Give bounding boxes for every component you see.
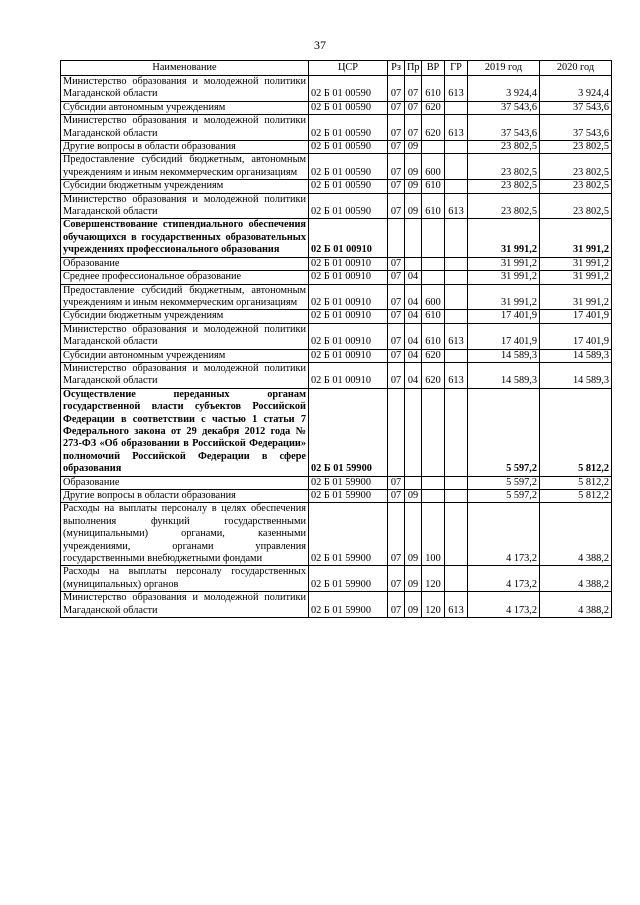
cell-vr [422, 141, 445, 154]
cell-2020: 14 589,3 [540, 362, 612, 388]
cell-rz: 07 [388, 193, 405, 219]
cell-name: Субсидии автономным учреждениям [61, 101, 309, 114]
table-row [61, 141, 612, 154]
cell-name: Министерство образования и молодежной политики Магаданской области [61, 592, 309, 618]
cell-vr [422, 388, 445, 476]
cell-gr [445, 180, 468, 193]
table-row [61, 101, 612, 114]
cell-2020: 23 802,5 [540, 154, 612, 180]
cell-rz: 07 [388, 271, 405, 284]
table-row [61, 503, 612, 566]
cell-2019: 5 597,2 [468, 476, 540, 489]
cell-gr: 613 [445, 76, 468, 102]
cell-2020: 3 924,4 [540, 76, 612, 102]
cell-2020: 23 802,5 [540, 180, 612, 193]
cell-2019: 23 802,5 [468, 141, 540, 154]
cell-name: Министерство образования и молодежной политики Магаданской области [61, 193, 309, 219]
cell-rz: 07 [388, 154, 405, 180]
cell-pr: 04 [405, 284, 422, 310]
cell-name: Министерство образования и молодежной политики Магаданской области [61, 362, 309, 388]
cell-rz [388, 388, 405, 476]
cell-rz: 07 [388, 180, 405, 193]
cell-rz: 07 [388, 115, 405, 141]
cell-2020: 5 812,2 [540, 490, 612, 503]
cell-csr: 02 Б 01 00910 [309, 349, 388, 362]
cell-gr [445, 219, 468, 257]
cell-rz [388, 219, 405, 257]
cell-pr: 09 [405, 503, 422, 566]
cell-vr: 100 [422, 503, 445, 566]
cell-vr: 610 [422, 323, 445, 349]
cell-pr: 07 [405, 115, 422, 141]
table-row [61, 349, 612, 362]
cell-gr [445, 101, 468, 114]
cell-csr: 02 Б 01 00910 [309, 219, 388, 257]
cell-csr: 02 Б 01 00910 [309, 284, 388, 310]
table-row [61, 566, 612, 592]
cell-vr: 610 [422, 180, 445, 193]
cell-gr [445, 141, 468, 154]
table-row [61, 476, 612, 489]
cell-name: Осуществление переданных органам государственной власти субъектов Российской Федерации в соответствии с частью 1 статьи 7 Федерального закона от 29 декабря 2012 года № 273-ФЗ «Об образовании в Российской Федерации» полномочий Российской Федерации в сфере образования [61, 388, 309, 476]
cell-csr: 02 Б 01 59900 [309, 490, 388, 503]
table-row [61, 76, 612, 102]
cell-2020: 5 812,2 [540, 388, 612, 476]
cell-pr [405, 388, 422, 476]
cell-csr: 02 Б 01 00590 [309, 101, 388, 114]
cell-gr [445, 503, 468, 566]
cell-name: Среднее профессиональное образование [61, 271, 309, 284]
cell-name: Расходы на выплаты персоналу государственных (муниципальных) органов [61, 566, 309, 592]
cell-vr: 620 [422, 101, 445, 114]
cell-2019: 31 991,2 [468, 219, 540, 257]
cell-2020: 37 543,6 [540, 101, 612, 114]
cell-rz: 07 [388, 476, 405, 489]
cell-2019: 31 991,2 [468, 257, 540, 270]
cell-vr: 120 [422, 592, 445, 618]
cell-vr: 610 [422, 76, 445, 102]
cell-rz: 07 [388, 490, 405, 503]
cell-2020: 31 991,2 [540, 284, 612, 310]
cell-vr [422, 271, 445, 284]
header-vr: ВР [422, 61, 445, 76]
budget-table [60, 60, 612, 618]
cell-vr: 120 [422, 566, 445, 592]
cell-vr [422, 257, 445, 270]
cell-gr [445, 257, 468, 270]
cell-2020: 17 401,9 [540, 323, 612, 349]
cell-csr: 02 Б 01 00590 [309, 193, 388, 219]
cell-csr: 02 Б 01 59900 [309, 388, 388, 476]
cell-pr: 09 [405, 141, 422, 154]
cell-2019: 37 543,6 [468, 115, 540, 141]
cell-rz: 07 [388, 310, 405, 323]
cell-2020: 4 388,2 [540, 503, 612, 566]
cell-csr: 02 Б 01 00590 [309, 115, 388, 141]
cell-rz: 07 [388, 592, 405, 618]
cell-2019: 5 597,2 [468, 490, 540, 503]
cell-csr: 02 Б 01 00590 [309, 141, 388, 154]
cell-csr: 02 Б 01 59900 [309, 476, 388, 489]
table-row [61, 362, 612, 388]
cell-2020: 37 543,6 [540, 115, 612, 141]
cell-pr: 04 [405, 323, 422, 349]
cell-2019: 5 597,2 [468, 388, 540, 476]
cell-gr [445, 284, 468, 310]
cell-name: Министерство образования и молодежной политики Магаданской области [61, 115, 309, 141]
cell-2019: 31 991,2 [468, 271, 540, 284]
table-header-row [61, 61, 612, 76]
cell-name: Министерство образования и молодежной политики Магаданской области [61, 323, 309, 349]
cell-csr: 02 Б 01 00590 [309, 180, 388, 193]
cell-gr [445, 349, 468, 362]
cell-pr [405, 257, 422, 270]
cell-name: Образование [61, 257, 309, 270]
table-row [61, 490, 612, 503]
header-2019: 2019 год [468, 61, 540, 76]
cell-gr [445, 271, 468, 284]
cell-name: Предоставление субсидий бюджетным, автономным учреждениям и иным некоммерческим организациям [61, 284, 309, 310]
cell-pr: 04 [405, 310, 422, 323]
table-row [61, 219, 612, 257]
cell-csr: 02 Б 01 00590 [309, 154, 388, 180]
cell-pr: 04 [405, 362, 422, 388]
cell-pr [405, 476, 422, 489]
cell-pr [405, 219, 422, 257]
cell-gr [445, 310, 468, 323]
table-row [61, 154, 612, 180]
table-row [61, 284, 612, 310]
cell-gr [445, 566, 468, 592]
header-gr: ГР [445, 61, 468, 76]
cell-2019: 14 589,3 [468, 362, 540, 388]
cell-csr: 02 Б 01 00910 [309, 257, 388, 270]
cell-2020: 14 589,3 [540, 349, 612, 362]
cell-2020: 23 802,5 [540, 193, 612, 219]
table-body [61, 76, 612, 618]
cell-2019: 17 401,9 [468, 323, 540, 349]
cell-vr: 610 [422, 193, 445, 219]
cell-2020: 4 388,2 [540, 592, 612, 618]
cell-2020: 23 802,5 [540, 141, 612, 154]
header-csr: ЦСР [309, 61, 388, 76]
cell-gr [445, 490, 468, 503]
cell-name: Министерство образования и молодежной политики Магаданской области [61, 76, 309, 102]
cell-gr: 613 [445, 362, 468, 388]
cell-2019: 17 401,9 [468, 310, 540, 323]
cell-2020: 31 991,2 [540, 219, 612, 257]
cell-2019: 3 924,4 [468, 76, 540, 102]
table-row [61, 193, 612, 219]
cell-csr: 02 Б 01 00910 [309, 362, 388, 388]
table-row [61, 592, 612, 618]
cell-2019: 4 173,2 [468, 592, 540, 618]
cell-name: Другие вопросы в области образования [61, 141, 309, 154]
cell-rz: 07 [388, 503, 405, 566]
cell-name: Совершенствование стипендиального обеспечения обучающихся в государственных образовательных учреждениях профессионального образования [61, 219, 309, 257]
cell-pr: 09 [405, 154, 422, 180]
cell-2019: 31 991,2 [468, 284, 540, 310]
cell-vr: 610 [422, 310, 445, 323]
header-rz: Рз [388, 61, 405, 76]
cell-pr: 09 [405, 193, 422, 219]
table-row [61, 180, 612, 193]
cell-2019: 23 802,5 [468, 154, 540, 180]
cell-csr: 02 Б 01 59900 [309, 503, 388, 566]
cell-csr: 02 Б 01 00910 [309, 271, 388, 284]
cell-2020: 31 991,2 [540, 271, 612, 284]
cell-pr: 09 [405, 180, 422, 193]
cell-2020: 17 401,9 [540, 310, 612, 323]
cell-name: Субсидии автономным учреждениям [61, 349, 309, 362]
table-row [61, 257, 612, 270]
cell-vr: 600 [422, 284, 445, 310]
cell-gr: 613 [445, 115, 468, 141]
table-row [61, 271, 612, 284]
page-number: 37 [314, 38, 326, 52]
cell-pr: 09 [405, 566, 422, 592]
cell-2020: 5 812,2 [540, 476, 612, 489]
cell-gr: 613 [445, 592, 468, 618]
cell-2019: 14 589,3 [468, 349, 540, 362]
cell-name: Образование [61, 476, 309, 489]
cell-pr: 09 [405, 592, 422, 618]
cell-vr: 620 [422, 362, 445, 388]
cell-2020: 4 388,2 [540, 566, 612, 592]
cell-pr: 07 [405, 76, 422, 102]
cell-pr: 09 [405, 490, 422, 503]
cell-rz: 07 [388, 76, 405, 102]
cell-csr: 02 Б 01 00910 [309, 323, 388, 349]
cell-rz: 07 [388, 284, 405, 310]
cell-2019: 23 802,5 [468, 180, 540, 193]
cell-rz: 07 [388, 257, 405, 270]
cell-vr: 600 [422, 154, 445, 180]
cell-csr: 02 Б 01 00910 [309, 310, 388, 323]
cell-name: Субсидии бюджетным учреждениям [61, 310, 309, 323]
cell-gr: 613 [445, 323, 468, 349]
table-row [61, 310, 612, 323]
cell-gr [445, 476, 468, 489]
cell-csr: 02 Б 01 00590 [309, 76, 388, 102]
table-row [61, 323, 612, 349]
header-pr: Пр [405, 61, 422, 76]
cell-pr: 04 [405, 271, 422, 284]
cell-2020: 31 991,2 [540, 257, 612, 270]
cell-2019: 4 173,2 [468, 503, 540, 566]
header-2020: 2020 год [540, 61, 612, 76]
header-name: Наименование [61, 61, 309, 76]
cell-rz: 07 [388, 362, 405, 388]
cell-name: Другие вопросы в области образования [61, 490, 309, 503]
cell-name: Предоставление субсидий бюджетным, автономным учреждениям и иным некоммерческим организациям [61, 154, 309, 180]
cell-vr [422, 490, 445, 503]
cell-name: Расходы на выплаты персоналу в целях обеспечения выполнения функций государственными (муниципальными) органами, казенными учреждениями, органами управления государственными внебюджетными фондами [61, 503, 309, 566]
cell-rz: 07 [388, 566, 405, 592]
cell-2019: 4 173,2 [468, 566, 540, 592]
cell-pr: 04 [405, 349, 422, 362]
cell-2019: 37 543,6 [468, 101, 540, 114]
cell-rz: 07 [388, 323, 405, 349]
cell-2019: 23 802,5 [468, 193, 540, 219]
cell-rz: 07 [388, 101, 405, 114]
cell-vr: 620 [422, 349, 445, 362]
cell-vr: 620 [422, 115, 445, 141]
cell-rz: 07 [388, 349, 405, 362]
cell-csr: 02 Б 01 59900 [309, 566, 388, 592]
cell-vr [422, 219, 445, 257]
cell-csr: 02 Б 01 59900 [309, 592, 388, 618]
table-row [61, 388, 612, 476]
cell-gr [445, 388, 468, 476]
cell-vr [422, 476, 445, 489]
cell-name: Субсидии бюджетным учреждениям [61, 180, 309, 193]
cell-pr: 07 [405, 101, 422, 114]
table-row [61, 115, 612, 141]
cell-rz: 07 [388, 141, 405, 154]
cell-gr: 613 [445, 193, 468, 219]
cell-gr [445, 154, 468, 180]
